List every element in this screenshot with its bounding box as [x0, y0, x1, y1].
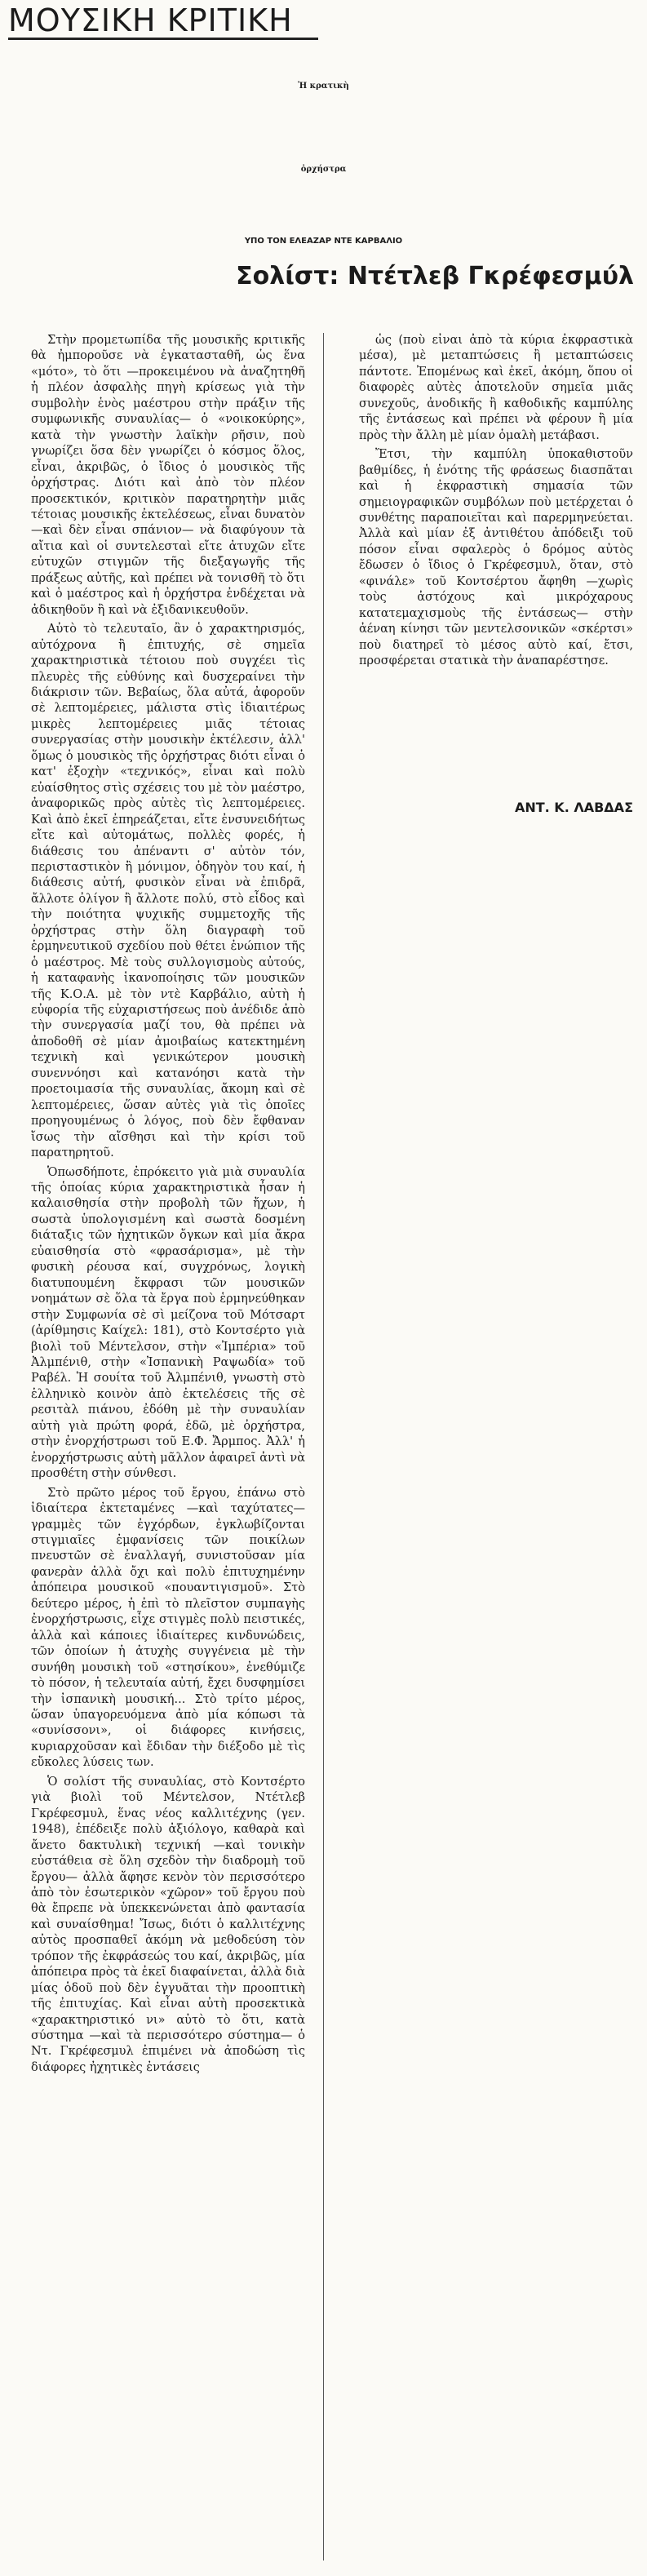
headline-line-1: Ἡ κρατικὴ	[298, 82, 349, 91]
soloist-line: Σολίστ: Ντέτλεβ Γκρέφεσμύλ	[236, 262, 634, 290]
paragraph: ὡς (ποὺ εἶναι ἀπὸ τὰ κύρια ἐκφραστικὰ μέσα), μὲ μεταπτώσεις ἢ μεταπτώσεις πάντοτε. Ἐπομένως καὶ ἐκεῖ, ἀκόμη, ὅπου οἱ διαφορὲς αὐτὲς ἀποτελοῦν σημεῖα μιᾶς συνεχοῦς, ἀνοδικῆς ἢ καθοδικῆς καμπύλης τῆς ἐντάσεως καὶ πρέπει νὰ φέρουν ἢ μία πρὸς τὴν ἄλλη μὲ μίαν ὁμαλὴ μετάβασι.	[359, 334, 633, 442]
paragraph: Στὴν προμετωπίδα τῆς μουσικῆς κριτικῆς θὰ ἠμποροῦσε νὰ ἐγκατασταθῆ, ὡς ἕνα «μότο», τὸ ὅτι —προκειμένου νὰ ἀναζητηθῆ ἡ πλέον ἀσφαλὴς πηγὴ κρίσεως γιὰ τὴν συμβολὴν ἑνὸς μαέστρου στὴν πράξιν τῆς συμφωνικῆς συναυλίας— ὁ «νοικοκύρης», κατὰ τὴν γνωστὴν λαϊκὴν ρῆσιν, ποὺ γνωρίζει ὅσα δὲν γνωρίζει ὁ κόσμος ὅλος, εἶναι, ἀκριβῶς, ὁ ἴδιος ὁ μουσικὸς τῆς ὀρχήστρας. Διότι καὶ ἀπὸ τὸν πλέον προσεκτικόν, κριτικὸν παρατηρητὴν μιᾶς τέτοιας μουσικῆς ἐκτελέσεως, εἶναι δυνατὸν —καὶ δὲν εἶναι σπάνιον— νὰ διαφύγουν τὰ αἴτια καὶ οἱ συντελεσταὶ εἴτε ἀτυχῶν εἴτε εὐτυχῶν στιγμῶν τῆς διεξαγωγῆς τῆς πράξεως αὐτῆς, καὶ πρέπει νὰ τονισθῆ τὸ ὅτι καὶ ὁ μαέστρος καὶ ἡ ὀρχήστρα ἐνδέχεται νὰ ἀδικηθοῦν ἢ καὶ νὰ ἐξιδανικευθοῦν.	[31, 334, 305, 617]
section-kicker: ΜΟΥΣΙΚΗ ΚΡΙΤΙΚΗ	[8, 3, 318, 40]
column-divider	[323, 333, 324, 2560]
paragraph: Ὁ σολίστ τῆς συναυλίας, στὸ Κοντσέρτο γιὰ βιολὶ τοῦ Μέντελσον, Ντέτλεβ Γκρέφεσμυλ, ἕνας νέος καλλιτέχνης (γεν. 1948), ἐπέδειξε πολὺ ἀξιόλογο, καθαρὰ καὶ ἄνετο δακτυλικὴ τεχνική —καὶ τονικὴν εὐστάθεια σὲ ὅλη σχεδὸν τὴν διαδρομὴ τοῦ ἔργου— ἀλλὰ ἄφησε κενὸν τὸν περισσότερο ἀπὸ τὸν ἐσωτερικὸν «χῶρον» τοῦ ἔργου ποὺ θὰ ἔπρεπε νὰ ὑπεκκενώνεται ἀπὸ φαντασία καὶ συναίσθημα! Ἴσως, διότι ὁ καλλιτέχνης αὐτὸς προσπαθεῖ ἀκόμη νὰ μεθοδεύση τὸν τρόπον τῆς ἐκφράσεώς του καί, ἀκριβῶς, μία ἀπόπειρα πρὸς τὰ ἐκεῖ διαφαίνεται, ἀλλὰ διὰ μίας ὁδοῦ ποὺ δὲν ἐγγυᾶται τὴν προοπτικὴ τῆς ἐπιτυχίας. Καὶ εἶναι αὐτὴ προσεκτικὰ «χαρακτηριστικό νι» αὐτὸ τὸ ὅτι, κατὰ σύστημα —καὶ τὰ περισσότερο σύστημα— ὁ Ντ. Γκρέφεσμυλ ἐπιμένει νὰ ἀποδώση τὶς διάφορες ἠχητικὲς ἐντάσεις	[31, 1775, 305, 2074]
author-byline: ΑΝΤ. Κ. ΛΑΒΔΑΣ	[514, 800, 633, 815]
paragraph: Ὁπωσδήποτε, ἐπρόκειτο γιὰ μιὰ συναυλία τῆς ὁποίας κύρια χαρακτηριστικὰ ἦσαν ἡ καλαισθησία στὴν προβολὴ τῶν ἤχων, ἡ σωστὰ ὑπολογισμένη καὶ σωστὰ δοσμένη διάταξις τῶν ἠχητικῶν ὄγκων καὶ μία ἄκρα εὐαισθησία στὸ «φρασάρισμα», μὲ τὴν φυσικὴ ρέουσα καί, συγχρόνως, λογικὴ διατυπουμένη ἔκφρασι τῶν μουσικῶν νοημάτων σὲ ὅλα τὰ ἔργα ποὺ ἑρμηνεύθηκαν στὴν Συμφωνία σὲ σὶ μείζονα τοῦ Μότσαρτ (ἀρίθμησις Καίχελ: 181), στὸ Κοντσέρτο γιὰ βιολὶ τοῦ Μέντελσον, στὴν «Ἰμπέρια» τοῦ Ἀλμπένιθ, στὴν «Ἰσπανικὴ Ραψωδία» τοῦ Ραβέλ. Ἡ σουίτα τοῦ Ἀλμπένιθ, γνωστὴ στὸ ἑλληνικὸ κοινὸν ἀπὸ ἐκτελέσεις τῆς σὲ ρεσιτὰλ πιάνου, ἐδόθη μὲ τὴν συναυλίαν αὐτὴ γιὰ πρώτη φορά, ἐδῶ, μὲ ὀρχήστρα, στὴν ἐνορχήστρωσι τοῦ Ε.Φ. Ἄρμπος. Ἀλλ' ἡ ἐνορχήστρωσις αὐτὴ μᾶλλον ἀφαιρεῖ ἀντὶ νὰ προσθέτη στὴν σύνθεσι.	[31, 1165, 305, 1481]
paragraph: Αὐτὸ τὸ τελευταῖο, ἂν ὁ χαρακτηρισμός, αὐτόχρονα ἢ ἐπιτυχής, σὲ σημεῖα χαρακτηριστικὰ τέτοιου ποὺ συγχέει τὶς πλευρὲς τῆς εὐθύνης καὶ δυσχεραίνει τὴν διάκρισιν τῶν. Βεβαίως, ὅλα αὐτά, ἀφοροῦν σὲ λεπτομέρειες, μάλιστα στὶς ἰδιαιτέρως μικρὲς λεπτομέρειες μιᾶς τέτοιας συνεργασίας στὴν μουσικὴν ἐκτέλεσιν, ἀλλ' ὅμως ὁ μουσικὸς τῆς ὀρχήστρας διότι εἶναι ὁ κατ' ἐξοχὴν «τεχνικός», εἶναι καὶ πολὺ εὐαίσθητος στὶς σχέσεις του μὲ τὸν μαέστρο, ἀναφορικῶς πρὸς αὐτὲς τὶς λεπτομέρειες. Καὶ ἀπὸ ἐκεῖ ἐπηρεάζεται, εἴτε ἐνσυνειδήτως εἴτε καὶ αὐτομάτως, πολλὲς φορές, ἡ διάθεσις του ἀπέναντι σ' αὐτὸν τόν, περισταστικὸν ἢ μόνιμον, ὁδηγὸν του καί, ἡ διάθεσις αὐτή, φυσικὸν εἶναι νὰ ἐπιδρᾶ, ἄλλοτε ὀλίγον ἢ ἄλλοτε πολύ, στὸ εἶδος καὶ τὴν ποιότητα ψυχικῆς συμμετοχῆς τῆς ὀρχήστρας στὴν ὅλη διαγραφὴ τοῦ ἑρμηνευτικοῦ σχεδίου ποὺ θέτει ἐνώπιον τῆς ὁ μαέστρος. Μὲ τοὺς συλλογισμοὺς αὐτούς, ἡ καταφανὴς ἱκανοποίησις τῶν μουσικῶν τῆς Κ.Ο.Α. μὲ τὸν ντὲ Καρβάλιο, αὐτὴ ἡ εὐφορία τῆς εὐχαριστήσεως ποὺ ἀνέδιδε ἀπὸ τὴν συνεργασία μαζί του, θὰ πρέπει νὰ ἀποδοθῆ σὲ μίαν ἀμοιβαίως κατεκτημένη τεχνικὴ καὶ γενικώτερον μουσικὴ συνεννόησι καὶ κατανόησι κατὰ τὴν προετοιμασία τῆς συναυλίας, ἄκομη καὶ σὲ λεπτομέρειες, ὥσαν αὐτὲς γιὰ τὶς ὁποῖες προηγουμένως ὁ λόγος, ποὺ δὲν ἔφθαναν ἴσως τὴν αἴσθησι καὶ τὴν κρίσι τοῦ παρατηρητοῦ.	[31, 623, 305, 1160]
right-column	[359, 333, 633, 790]
headline-line-2: ὀρχήστρα	[300, 165, 347, 174]
left-column	[31, 333, 305, 2569]
paragraph: Στὸ πρῶτο μέρος τοῦ ἔργου, ἐπάνω στὸ ἰδιαίτερα ἐκτεταμένες —καὶ ταχύτατες— γραμμὲς τῶν ἐγχόρδων, ἐγκλωβίζονται στιγμιαῖες ἐμφανίσεις τῶν ποικίλων πνευστῶν σὲ ἐναλλαγή, συνιστοῦσαν μία φανερὰν ἀλλὰ ὄχι καὶ πολὺ ἐπιτυχημένην ἀπόπειρα μουσικοῦ «πουαντιγισμοῦ». Στὸ δεύτερο μέρος, ἡ ἐπὶ τὸ πλεῖστον συμπαγὴς ἐνορχήστρωσις, εἶχε στιγμὲς πολὺ πειστικές, ἀλλὰ καὶ κάποιες ἰδιαίτερες κινδυνώδεις, τῶν ὁποίων ἡ ἀτυχὴς συγγένεια μὲ τὴν συνήθη μουσικὴ τοῦ «στησίκου», ἐνεθύμιζε τὸ πόσον, ἡ τελευταία αὐτή, ἔχει δυσφημίσει τὴν ἰσπανικὴ μουσική... Στὸ τρίτο μέρος, ὥσαν ὑπαγορευόμενα ἀπὸ μία κόπωσι τὰ «συνίσσονι», οἱ διάφορες κινήσεις, κυριαρχοῦσαν καὶ ἔδιδαν τὴν διέξοδο μὲ τὶς εὔκολες λύσεις των.	[31, 1486, 305, 1770]
subheadline: ΥΠΟ ΤΟΝ ΕΛΕΑΖΑΡ ΝΤΕ ΚΑΡΒΑΛΙΟ	[244, 237, 403, 246]
paragraph: Ἔτσι, τὴν καμπύλη ὑποκαθιστοῦν βαθμίδες, ἡ ἑνότης τῆς φράσεως διασπᾶται καὶ ἡ ἐκφραστικὴ σημασία τῶν σημειογραφικῶν συμβόλων ποὺ μετέρχεται ὁ συνθέτης παραποιεῖται καὶ παρερμηνεύεται. Ἀλλὰ καὶ μίαν ἐξ ἀντιθέτου ἀπόδειξι τοῦ πόσον εἶναι σφαλερὸς ὁ δρόμος αὐτὸς ἔδωσεν ὁ ἴδιος ὁ Γκρέφεσμυλ, ὅταν, στὸ «φινάλε» τοῦ Κοντσέρτου ἄφηθη —χωρὶς τοὺς ἀστόχους καὶ μικρόχαρους κατατεμαχισμοὺς τῆς ἐντάσεως— στὴν ἀέναη κίνησι τῶν μεντελσονικῶν «σκέρτσι» ποὺ διατηρεῖ τὸ μέσος αὐτὸ καί, ἔτσι, προσφέρεται στατικὰ τὴν ἀναπαρέστησε.	[359, 448, 633, 668]
